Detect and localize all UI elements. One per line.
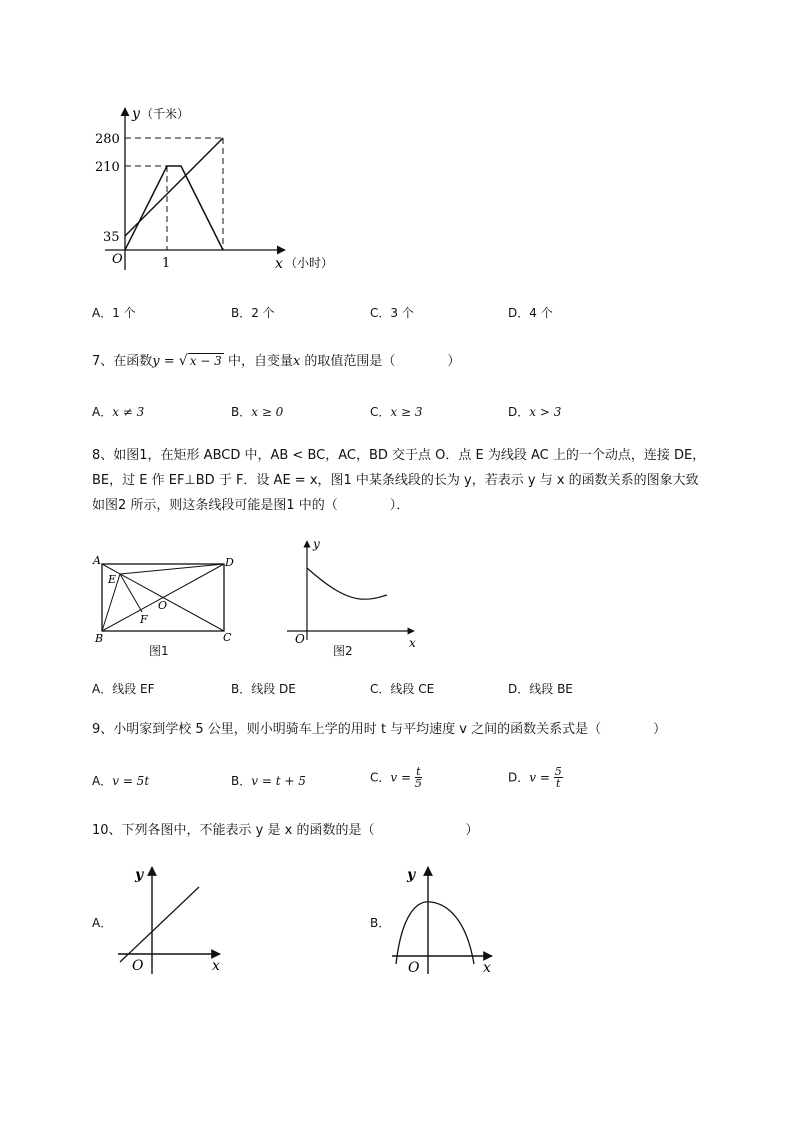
graph-a-label-y: y [135, 867, 144, 883]
label-f: F [140, 613, 148, 626]
q9-option-a[interactable]: A．v = 5t [92, 774, 150, 788]
fraction-t-over-5: $\frac{t}{5}$ [414, 765, 422, 790]
q6-option-c[interactable]: C．3 个 [370, 306, 414, 320]
q8-option-a[interactable]: A．线段 EF [92, 682, 155, 696]
q6-option-a[interactable]: A．1 个 [92, 306, 136, 320]
q6-distance-time-graph [95, 100, 365, 275]
y-tick-280: 280 [95, 132, 120, 147]
y-var: y [132, 106, 140, 122]
q7-option-b[interactable]: B．x ≥ 0 [231, 405, 284, 419]
fig2-curve [307, 568, 387, 599]
q9-option-d[interactable]: D．v = $\frac{5}{t}$ [508, 765, 562, 790]
graph-a-line [120, 887, 199, 962]
y-unit: （千米） [141, 107, 190, 121]
q8-question-line-2: BE，过 E 作 EF⊥BD 于 F．设 AE = x，图1 中某条线段的长为 y，若表示 y 与 x 的函数关系的图象大致 [92, 473, 699, 488]
q10-graph-b[interactable] [388, 862, 503, 977]
radicand: x − 3 [189, 354, 222, 368]
origin-label: O [112, 252, 123, 267]
fig1-caption: 图1 [149, 644, 169, 658]
label-b: B [95, 632, 104, 645]
q9-option-b[interactable]: B．v = t + 5 [231, 774, 306, 788]
graph-b-label-o: O [408, 960, 420, 976]
fig2-caption: 图2 [333, 644, 353, 658]
q7-option-a[interactable]: A．x ≠ 3 [92, 405, 145, 419]
q8-option-b[interactable]: B．线段 DE [231, 682, 296, 696]
q8-question-line-1: 8、如图1，在矩形 ABCD 中，AB < BC，AC，BD 交于点 O．点 E 为线段 AC 上的一个动点，连接 DE， [92, 448, 706, 463]
graph-a-label-o: O [132, 958, 144, 974]
y-tick-35: 35 [103, 230, 120, 245]
label-e: E [108, 573, 117, 586]
q8-question-line-3: 如图2 所示，则这条线段可能是图1 中的（ ）． [92, 498, 410, 513]
x-tick-1: 1 [162, 256, 171, 271]
fig2-label-o: O [295, 632, 305, 646]
q10-question: 10、下列各图中，不能表示 y 是 x 的函数的是（ ） [92, 823, 479, 838]
q10-graph-a[interactable] [112, 862, 227, 977]
label-c: C [223, 631, 232, 644]
label-d: D [225, 556, 234, 569]
fraction-5-over-t: $\frac{5}{t}$ [554, 765, 562, 790]
q6-option-d[interactable]: D．4 个 [508, 306, 553, 320]
q9-option-c[interactable]: C．v = $\frac{t}{5}$ [370, 765, 422, 790]
fig2-label-y: y [313, 537, 320, 551]
q10-graph-b-letter[interactable]: B． [370, 916, 391, 930]
graph-b-label-x: x [483, 960, 491, 976]
line-car-1 [125, 166, 223, 250]
label-o: O [158, 599, 168, 612]
graph-b-parabola [396, 902, 474, 964]
q6-option-b[interactable]: B．2 个 [231, 306, 275, 320]
q7-question: 7、在函数y = √ x − 3 中，自变量x 的取值范围是（ ） [92, 353, 461, 369]
y-tick-210: 210 [95, 160, 120, 175]
fig2-label-x: x [409, 636, 416, 650]
q10-graph-a-letter[interactable]: A． [92, 916, 113, 930]
graph-a-label-x: x [212, 958, 220, 974]
label-a: A [93, 554, 101, 567]
q7-option-d[interactable]: D．x > 3 [508, 405, 562, 419]
q8-figure-2 [282, 535, 422, 650]
q7-option-c[interactable]: C．x ≥ 3 [370, 405, 423, 419]
q9-question: 9、小明家到学校 5 公里，则小明骑车上学的用时 t 与平均速度 v 之间的函数关系式是（ ） [92, 722, 667, 737]
x-var: x [275, 256, 283, 272]
x-unit: （小时） [285, 256, 334, 270]
graph-b-label-y: y [407, 867, 416, 883]
q8-option-d[interactable]: D．线段 BE [508, 682, 573, 696]
sqrt-symbol: √ [178, 353, 188, 369]
q8-option-c[interactable]: C．线段 CE [370, 682, 435, 696]
